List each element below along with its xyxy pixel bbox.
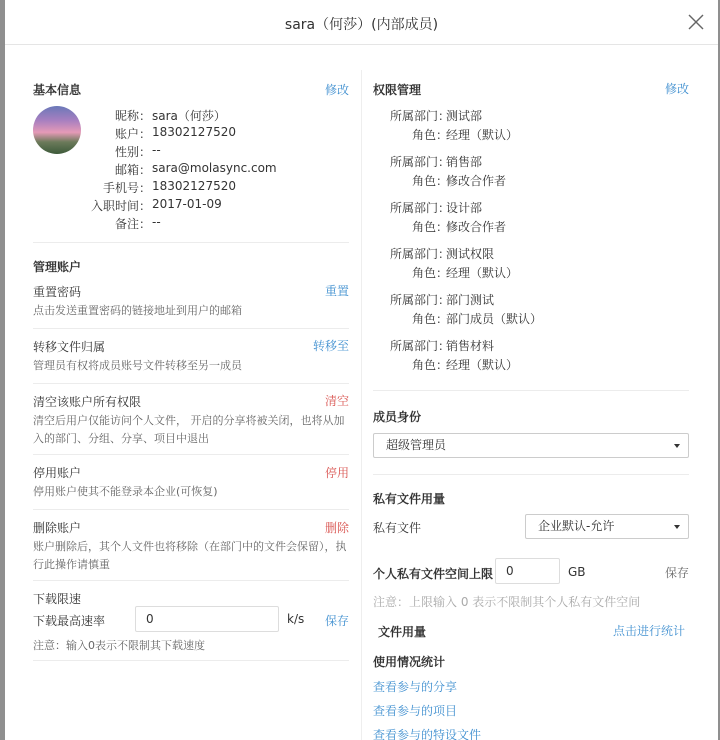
nickname-label: 昵称： <box>114 109 151 123</box>
download-speed-unit: k/s <box>287 612 305 626</box>
transfer-files-title: 转移文件归属 <box>33 340 106 354</box>
email-value: sara@molasync.com <box>152 161 277 175</box>
disable-account-desc: 停用账户使其不能登录本企业(可恢复) <box>33 485 218 498</box>
modal-title: sara（何莎）(内部成员) <box>284 17 439 33</box>
role-label: 角色： <box>412 128 449 142</box>
info-row-account <box>33 125 349 143</box>
member-identity-title: 成员身份 <box>373 410 422 424</box>
dept-value: 设计部 <box>446 201 483 215</box>
view-special-files-link[interactable]: 查看参与的特设文件 <box>373 728 482 740</box>
divider <box>33 580 349 581</box>
info-row-gender <box>33 143 349 161</box>
private-limit-save-button[interactable]: 保存 <box>664 566 689 580</box>
role-value: 修改合作者 <box>446 174 507 188</box>
gender-value: -- <box>152 143 161 157</box>
view-shares-link[interactable]: 查看参与的分享 <box>373 680 458 694</box>
role-label: 角色： <box>412 220 449 234</box>
role-label: 角色： <box>412 174 449 188</box>
nickname-value: sara（何莎） <box>152 109 226 123</box>
role-label: 角色： <box>412 358 449 372</box>
delete-account-button[interactable]: 删除 <box>324 521 349 535</box>
permissions-title: 权限管理 <box>373 83 422 97</box>
reset-password-button[interactable]: 重置 <box>324 284 349 298</box>
role-value: 经理（默认） <box>446 358 519 372</box>
dept-value: 销售材料 <box>446 339 495 353</box>
dept-label: 所属部门： <box>390 155 451 169</box>
member-identity-selected: 超级管理员 <box>386 438 447 452</box>
download-speed-label: 下载最高速率 <box>33 614 106 628</box>
dept-value: 测试权限 <box>446 247 495 261</box>
role-value: 修改合作者 <box>446 220 507 234</box>
dept-label: 所属部门： <box>390 339 451 353</box>
info-row-email <box>33 161 349 179</box>
dept-label: 所属部门： <box>390 247 451 261</box>
dept-label: 所属部门： <box>390 109 451 123</box>
clear-permissions-button[interactable]: 清空 <box>324 394 349 408</box>
member-detail-modal <box>5 0 718 740</box>
role-label: 角色： <box>412 266 449 280</box>
email-label: 邮箱： <box>114 163 151 177</box>
dept-label: 所属部门： <box>390 201 451 215</box>
private-limit-label: 个人私有文件空间上限 <box>373 567 494 581</box>
file-usage-title: 文件用量 <box>378 625 427 639</box>
info-row-nickname <box>33 107 349 125</box>
private-limit-note: 注意：上限输入 0 表示不限制其个人私有文件空间 <box>373 595 641 609</box>
usage-stats-title: 使用情况统计 <box>373 655 446 669</box>
phone-value: 18302127520 <box>152 179 236 193</box>
divider <box>33 660 349 661</box>
download-speed-note: 注意：输入0表示不限制其下载速度 <box>33 639 205 652</box>
private-limit-unit: GB <box>568 565 586 579</box>
info-row-phone <box>33 179 349 197</box>
divider <box>33 454 349 455</box>
dept-entry <box>373 107 689 147</box>
dept-entry <box>373 291 689 331</box>
close-icon[interactable] <box>686 12 706 32</box>
role-value: 经理（默认） <box>446 266 519 280</box>
role-label: 角色： <box>412 312 449 326</box>
account-mgmt-title: 管理账户 <box>33 260 82 274</box>
member-identity-select[interactable] <box>373 433 689 458</box>
transfer-files-desc: 管理员有权将成员账号文件转移至另一成员 <box>33 359 242 372</box>
join-date-value: 2017-01-09 <box>152 197 222 211</box>
dept-value: 部门测试 <box>446 293 495 307</box>
transfer-files-button[interactable]: 转移至 <box>312 339 349 353</box>
reset-password-desc: 点击发送重置密码的链接地址到用户的邮箱 <box>33 304 242 317</box>
info-row-remark <box>33 215 349 233</box>
dept-entry <box>373 337 689 377</box>
remark-label: 备注： <box>114 217 151 231</box>
private-limit-input[interactable]: 0 <box>495 558 560 584</box>
divider <box>33 242 349 243</box>
divider <box>33 509 349 510</box>
divider <box>33 328 349 329</box>
remark-value: -- <box>152 215 161 229</box>
caret-down-icon <box>674 444 680 448</box>
dept-value: 销售部 <box>446 155 483 169</box>
dept-entry <box>373 245 689 285</box>
dept-entry <box>373 153 689 193</box>
private-usage-title: 私有文件用量 <box>373 492 446 506</box>
download-speed-save-button[interactable]: 保存 <box>324 614 349 628</box>
disable-account-title: 停用账户 <box>33 466 82 480</box>
private-files-select[interactable] <box>525 514 689 539</box>
download-speed-input[interactable]: 0 <box>135 606 279 632</box>
gender-label: 性别： <box>114 145 151 159</box>
dept-label: 所属部门： <box>390 293 451 307</box>
modal-header <box>5 0 718 45</box>
file-usage-stat-link[interactable]: 点击进行统计 <box>612 624 685 638</box>
clear-permissions-desc: 清空后用户仅能访问个人文件， 开启的分享将被关闭，也将从加入的部门、分组、分享、项目中退出 <box>33 414 345 445</box>
disable-account-button[interactable]: 停用 <box>324 466 349 480</box>
account-value: 18302127520 <box>152 125 236 139</box>
delete-account-desc: 账户删除后，其个人文件也将移除（在部门中的文件会保留），执行此操作请慎重 <box>33 540 347 571</box>
account-label: 账户： <box>114 127 151 141</box>
divider <box>373 474 689 475</box>
private-files-selected: 企业默认-允许 <box>538 519 615 533</box>
column-divider <box>361 70 362 740</box>
role-value: 部门成员（默认） <box>446 312 543 326</box>
dept-value: 测试部 <box>446 109 483 123</box>
info-row-join-date <box>33 197 349 215</box>
join-date-label: 入职时间： <box>90 199 151 213</box>
dept-entry <box>373 199 689 239</box>
delete-account-title: 删除账户 <box>33 521 82 535</box>
clear-permissions-title: 清空该账户所有权限 <box>33 395 142 409</box>
divider <box>373 390 689 391</box>
view-projects-link[interactable]: 查看参与的项目 <box>373 704 458 718</box>
private-files-label: 私有文件 <box>373 521 422 535</box>
basic-info-title: 基本信息 <box>33 83 82 97</box>
permissions-edit-link[interactable]: 修改 <box>664 82 689 96</box>
download-limit-title: 下载限速 <box>33 592 82 606</box>
divider <box>33 383 349 384</box>
basic-info-edit-link[interactable]: 修改 <box>324 83 349 97</box>
phone-label: 手机号： <box>102 181 151 195</box>
caret-down-icon <box>674 525 680 529</box>
reset-password-title: 重置密码 <box>33 285 82 299</box>
role-value: 经理（默认） <box>446 128 519 142</box>
